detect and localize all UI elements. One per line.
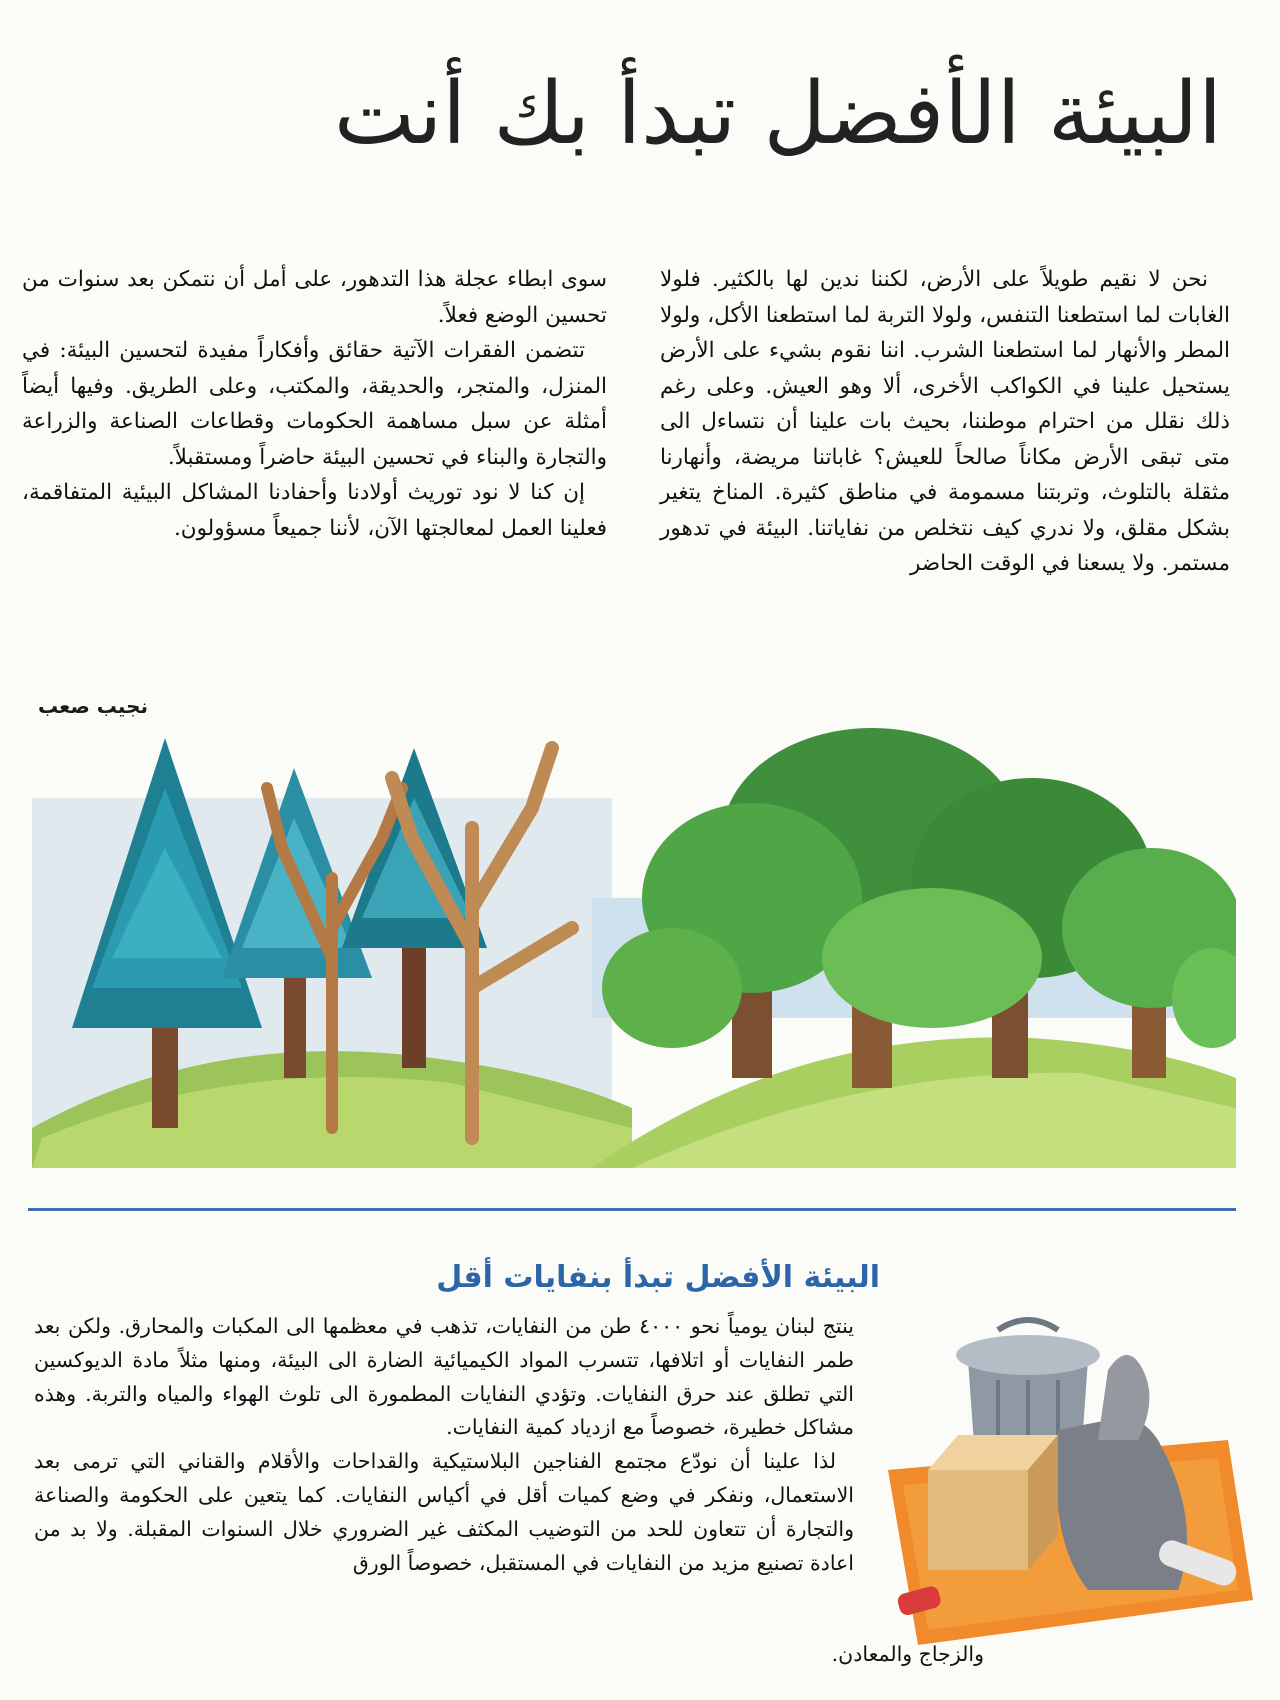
intro-paragraph-1: نحن لا نقيم طويلاً على الأرض، لكننا ندين لها بالكثير. فلولا الغابات لما استطعنا التنفس، ولولا التربة لما استطعنا الأكل، ولولا المطر والأنهار لما استطعنا الشرب. اننا نقوم بشيء على الأرض يستحيل علينا في الكواكب الأخرى، ألا وهو العيش. وعلى رغم ذلك نقلل من احترام موطننا، بحيث بات علينا أن نتساءل الى متى تبقى الأرض مكاناً صالحاً للعيش؟ غاباتنا مريضة، وأنهارنا مثقلة بالتلوث، وتربتنا مسمومة في مناطق كثيرة. المناخ يتغير بشكل مقلق، ولا ندري كيف نتخلص من نفاياتنا. البيئة في تدهور مستمر. ولا يسعنا في الوقت الحاضر [660,267,1230,576]
intro-paragraph-2: تتضمن الفقرات الآتية حقائق وأفكاراً مفيدة لتحسين البيئة: في المنزل، والمتجر، والحديقة، والمكتب، وعلى الطريق. وفيها أيضاً أمثلة عن سبل مساهمة الحكومات وقطاعات الصناعة والزراعة والتجارة والبناء في تحسين البيئة حاضراً ومستقبلاً. [22,338,607,470]
section-body [34,1310,854,1580]
intro-right-column [660,262,1230,582]
section-paragraph-2-end: والزجاج والمعادن. [831,1642,984,1666]
leafy-tree-cluster [602,728,1236,1088]
trash-illustration [858,1300,1258,1660]
intro-paragraph-1-continued: سوى ابطاء عجلة هذا التدهور، على أمل أن نتمكن بعد سنوات من تحسين الوضع فعلاً. [22,267,607,328]
page-title: البيئة الأفضل تبدأ بك أنت [333,64,1222,164]
cardboard-box-icon [928,1435,1058,1570]
intro-paragraph-3: إن كنا لا نود توريث أولادنا وأحفادنا المشاكل البيئية المتفاقمة، فعلينا العمل لمعالجتها الآن، لأننا جميعاً مسؤولون. [22,480,607,541]
intro-left-column [22,262,607,546]
section-paragraph-2: لذا علينا أن نودّع مجتمع الفناجين البلاستيكية والقداحات والأقلام والقناني التي ترمى بعد الاستعمال، ونفكر في وضع كميات أقل في أكياس النفايات. كما يتعين على الحكومة والصناعة والتجارة أن تتعاون للحد من التوضيب المكثف غير الضروري خلال السنوات المقبلة. ولا بد من اعادة تصنيع مزيد من النفايات في المستقبل، خصوصاً الورق [34,1449,854,1575]
forest-illustration [32,728,1236,1168]
section-paragraph-1: ينتج لبنان يومياً نحو ٤٠٠٠ طن من النفايات، تذهب في معظمها الى المكبات والمحارق. ولكن بعد طمر النفايات أو اتلافها، تتسرب المواد الكيميائية الضارة الى البيئة، ومنها مثلاً مادة الديوكسين التي تطلق عند حرق النفايات. وتؤدي النفايات المطمورة الى تلوث الهواء والمياه والتربة. وهذه مشاكل خطيرة، خصوصاً مع ازدياد كمية النفايات. [34,1314,854,1440]
author-name: نجيب صعب [38,694,149,718]
section-title: البيئة الأفضل تبدأ بنفايات أقل [436,1260,880,1295]
section-divider [28,1208,1236,1211]
